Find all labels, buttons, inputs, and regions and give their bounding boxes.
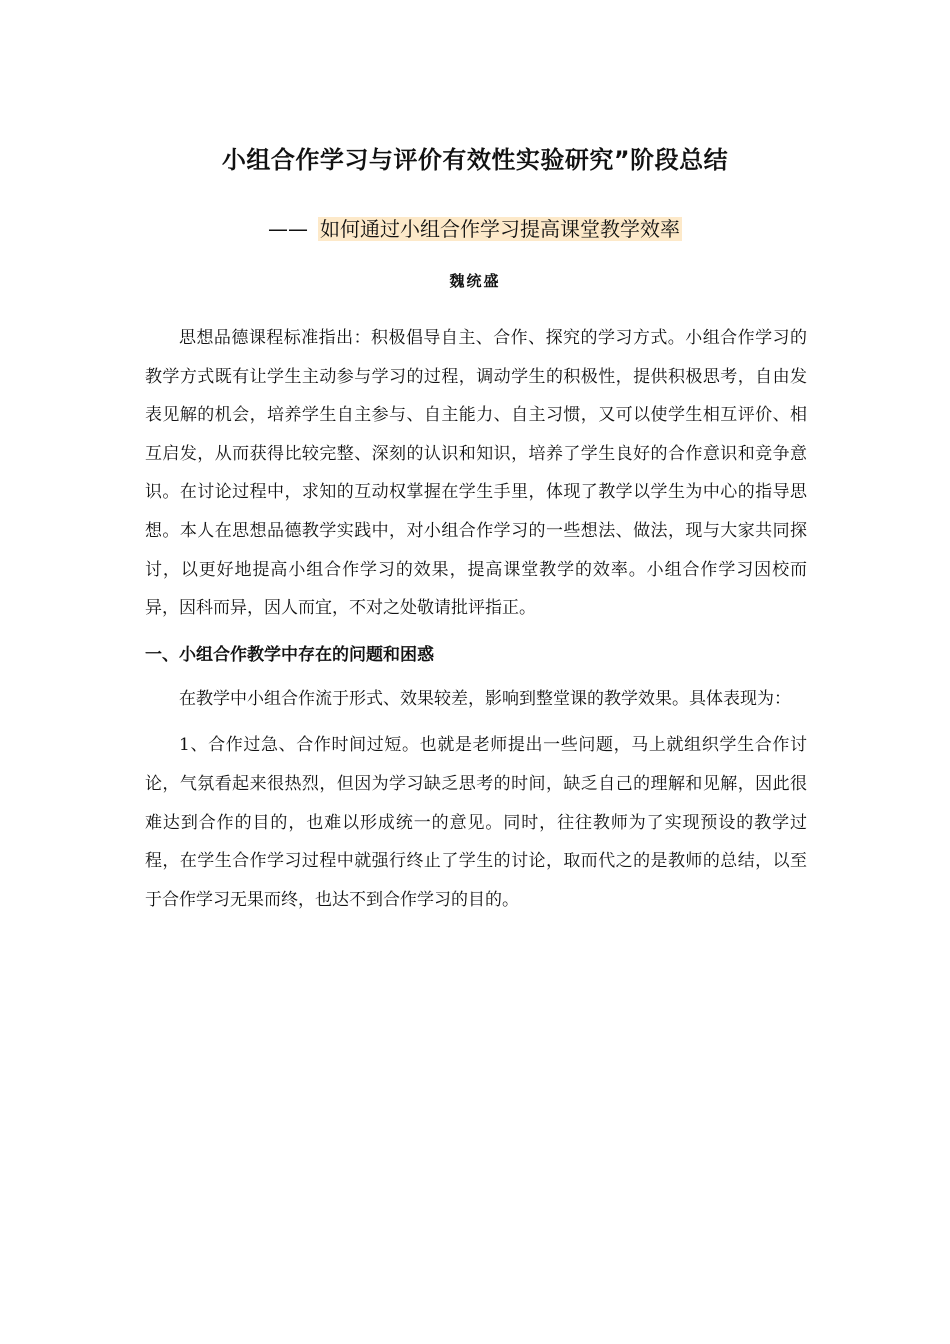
document-subtitle [0,213,950,242]
document-body [145,319,807,927]
subtitle-text: 如何通过小组合作学习提高课堂教学效率 [320,217,680,241]
section1-paragraph-1: 在教学中小组合作流于形式、效果较差，影响到整堂课的教学效果。具体表现为： [179,688,791,709]
document-title: 小组合作学习与评价有效性实验研究”阶段总结 [221,146,729,174]
section1-paragraph-2: 1、合作过急、合作时间过短。也就是老师提出一些问题，马上就组织学生合作讨论，气氛看起来很热烈，但因为学习缺乏思考的时间，缺乏自己的理解和见解，因此很难达到合作的目的，也难以形成统一的意见。同时，往往教师为了实现预设的教学过程，在学生合作学习过程中就强行终止了学生的讨论，取而代之的是教师的总结，以至于合作学习无果而终，也达不到合作学习的目的。 [145,735,807,910]
intro-paragraph: 思想品德课程标准指出：积极倡导自主、合作、探究的学习方式。小组合作学习的教学方式既有让学生主动参与学习的过程，调动学生的积极性，提供积极思考，自由发表见解的机会，培养学生自主参与、自主能力、自主习惯，又可以使学生相互评价、相互启发，从而获得比较完整、深刻的认识和知识，培养了学生良好的合作意识和竞争意识。在讨论过程中，求知的互动权掌握在学生手里，体现了教学以学生为中心的指导思想。本人在思想品德教学实践中，对小组合作学习的一些想法、做法，现与大家共同探讨，以更好地提高小组合作学习的效果，提高课堂教学的效率。小组合作学习因校而异，因科而异，因人而宜，不对之处敬请批评指正。 [145,328,807,619]
author-name: 魏统盛 [449,272,501,290]
subtitle-dash: —— [268,217,308,241]
section-heading-1: 一、小组合作教学中存在的问题和困惑 [145,644,434,665]
